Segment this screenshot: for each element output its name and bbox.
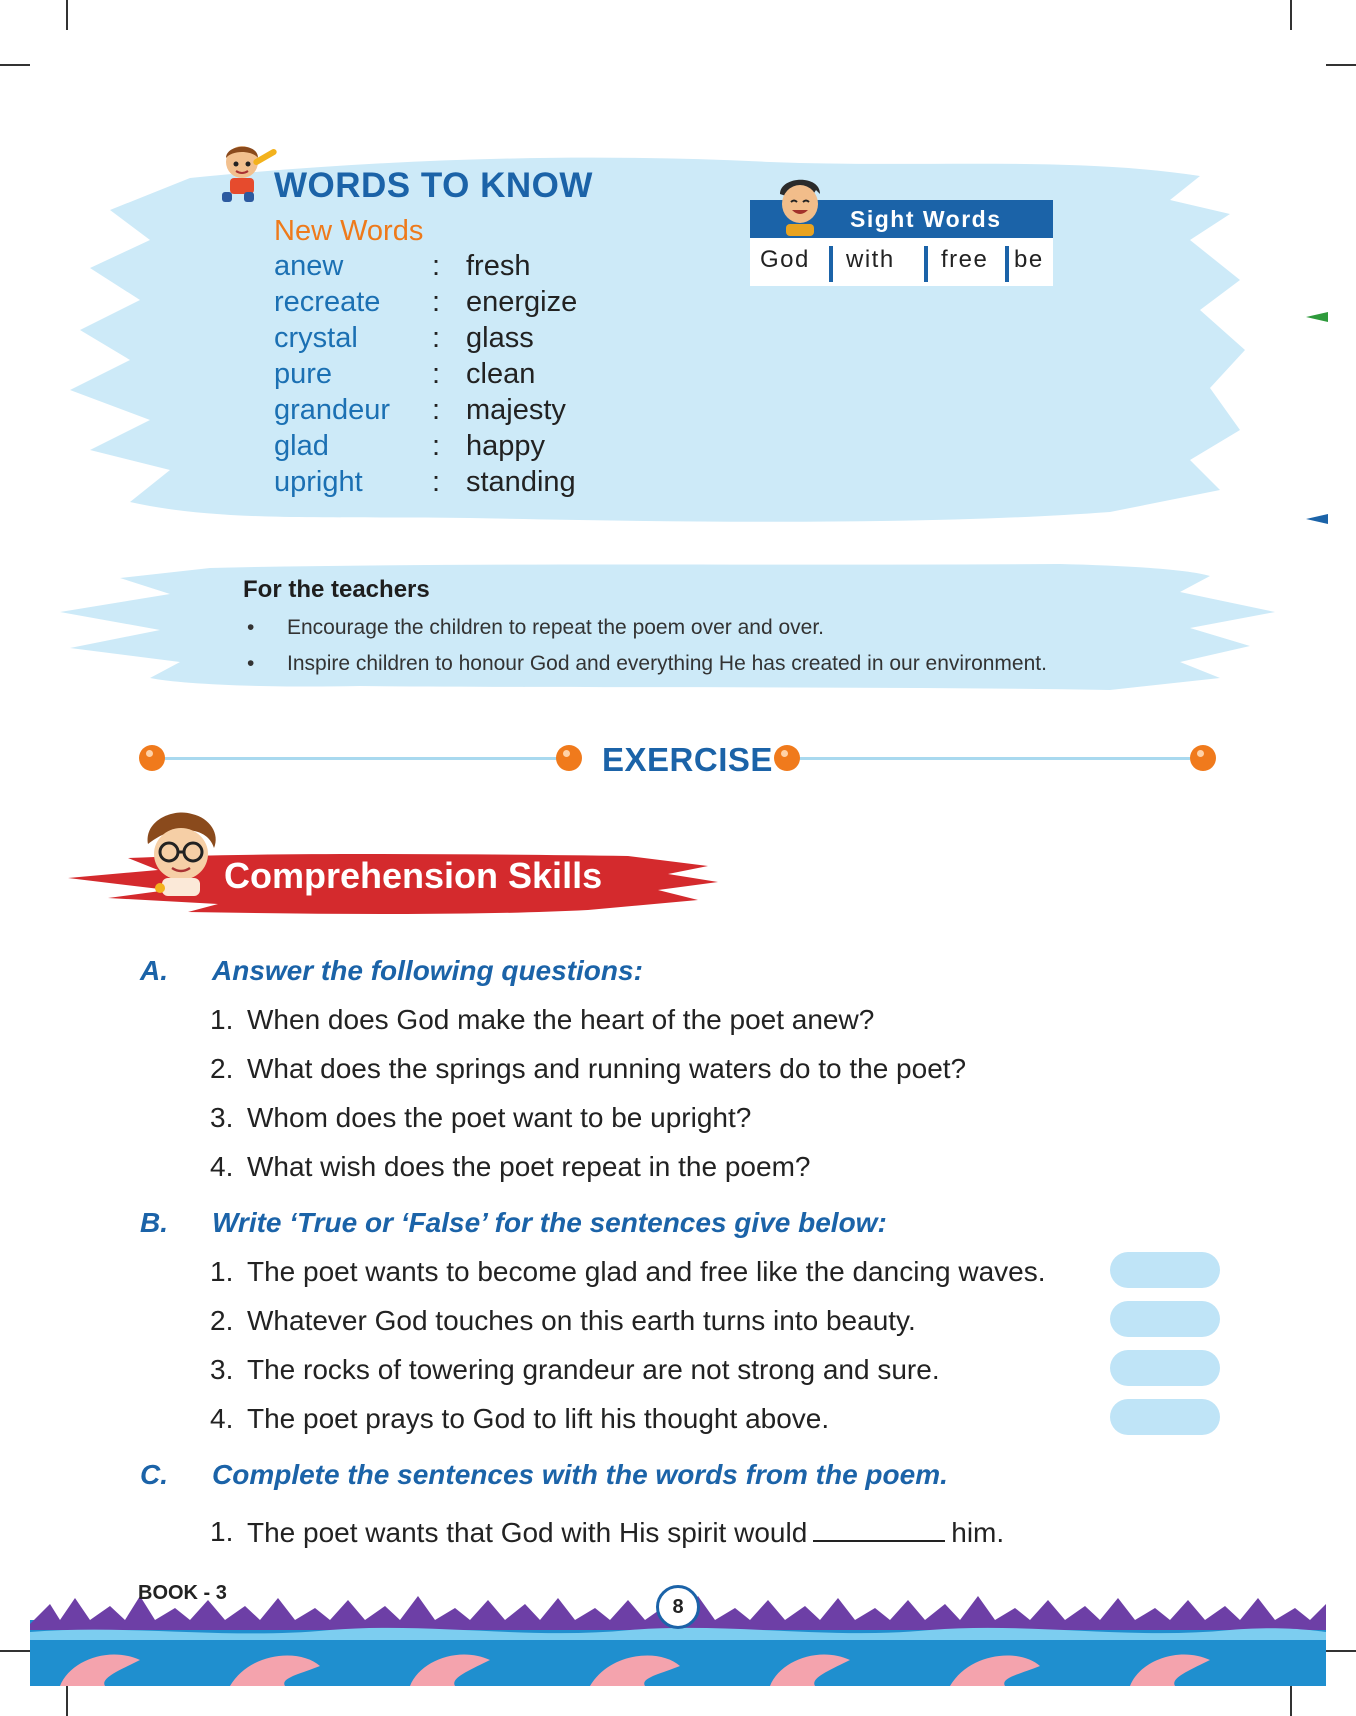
section-a-letter: A.: [140, 955, 168, 986]
boy-face-mascot-icon: [770, 170, 830, 236]
word-meaning: energize: [466, 286, 578, 318]
crop-mark: [66, 0, 68, 30]
teachers-title: For the teachers: [243, 576, 430, 603]
section-b-letter: B.: [140, 1207, 168, 1238]
divider-dot-icon: [139, 745, 165, 771]
question-number: 1.: [210, 1516, 234, 1547]
book-label: BOOK - 3: [138, 1582, 227, 1604]
words-to-know-brush-background: [70, 150, 1250, 528]
sight-word: free: [941, 246, 989, 273]
word: crystal: [274, 322, 358, 354]
teachers-note: Encourage the children to repeat the poem over and over.: [287, 616, 825, 639]
question-text: The poet wants to become glad and free like the dancing waves.: [247, 1256, 1046, 1287]
sight-word: God: [760, 246, 810, 273]
question-text: What wish does the poet repeat in the poem?: [247, 1151, 811, 1182]
word-meaning: standing: [466, 466, 576, 498]
comprehension-title: Comprehension Skills: [224, 855, 603, 896]
word-separator: :: [432, 394, 441, 426]
bullet: •: [247, 616, 255, 639]
true-false-answer-box[interactable]: [1110, 1399, 1220, 1435]
word: pure: [274, 358, 333, 390]
sight-word-divider: [924, 246, 928, 282]
question-number: 1.: [210, 1004, 234, 1035]
word-separator: :: [432, 322, 441, 354]
word: anew: [274, 250, 344, 282]
sentence-end: him.: [951, 1517, 1005, 1548]
section-c-letter: C.: [140, 1459, 168, 1490]
new-words-subtitle: New Words: [274, 215, 424, 247]
crop-mark: [0, 1650, 30, 1652]
sight-word: be: [1014, 246, 1044, 273]
word-meaning: glass: [466, 322, 534, 354]
exercise-title: EXERCISE: [602, 741, 773, 778]
word-separator: :: [432, 358, 441, 390]
teachers-note: Inspire children to honour God and everything He has created in our environment.: [287, 652, 1047, 675]
word-meaning: fresh: [466, 250, 531, 282]
word: upright: [274, 466, 363, 498]
fill-in-sentence: [247, 1516, 1004, 1549]
true-false-answer-box[interactable]: [1110, 1350, 1220, 1386]
question-text: When does God make the heart of the poet anew?: [247, 1004, 875, 1035]
sentence-start: The poet wants that God with His spirit would: [247, 1517, 808, 1548]
true-false-answer-box[interactable]: [1110, 1301, 1220, 1337]
question-number: 2.: [210, 1053, 234, 1084]
crop-mark: [1290, 1686, 1292, 1716]
section-b-title: Write ‘True or ‘False’ for the sentences give below:: [212, 1207, 887, 1238]
sight-words-title: Sight Words: [750, 200, 1053, 238]
boy-mascot-icon: [212, 140, 280, 206]
question-number: 3.: [210, 1102, 234, 1133]
edge-marker-icon: [1306, 512, 1328, 526]
crop-mark: [1326, 1650, 1356, 1652]
word-separator: :: [432, 466, 441, 498]
crop-mark: [1290, 0, 1292, 30]
words-to-know-title: WORDS TO KNOW: [274, 166, 593, 205]
crop-mark: [1326, 64, 1356, 66]
word-meaning: clean: [466, 358, 536, 390]
question-text: The poet prays to God to lift his thought above.: [247, 1403, 830, 1434]
question-text: The rocks of towering grandeur are not strong and sure.: [247, 1354, 940, 1385]
question-text: Whom does the poet want to be upright?: [247, 1102, 752, 1133]
word: grandeur: [274, 394, 391, 426]
word-meaning: happy: [466, 430, 546, 462]
exercise-divider-line: [160, 757, 560, 760]
sight-word: with: [846, 246, 895, 273]
word: recreate: [274, 286, 381, 318]
question-number: 4.: [210, 1403, 234, 1434]
fill-in-blank[interactable]: [813, 1516, 945, 1542]
question-number: 1.: [210, 1256, 234, 1287]
question-number: 2.: [210, 1305, 234, 1336]
word-separator: :: [432, 286, 441, 318]
question-number: 4.: [210, 1151, 234, 1182]
edge-marker-icon: [1306, 310, 1328, 324]
section-a-title: Answer the following questions:: [212, 955, 643, 986]
question-text: Whatever God touches on this earth turns into beauty.: [247, 1305, 916, 1336]
section-c-title: Complete the sentences with the words from the poem.: [212, 1459, 948, 1490]
question-number: 3.: [210, 1354, 234, 1385]
divider-dot-icon: [556, 745, 582, 771]
bullet: •: [247, 652, 255, 675]
true-false-answer-box[interactable]: [1110, 1252, 1220, 1288]
page-number: 8: [656, 1585, 700, 1629]
word-separator: :: [432, 250, 441, 282]
crop-mark: [0, 64, 30, 66]
divider-dot-icon: [774, 745, 800, 771]
sight-word-divider: [1005, 246, 1009, 282]
word-separator: :: [432, 430, 441, 462]
exercise-divider-line: [798, 757, 1190, 760]
question-text: What does the springs and running waters do to the poet?: [247, 1053, 967, 1084]
sight-word-divider: [829, 246, 833, 282]
glasses-kid-mascot-icon: [140, 808, 222, 898]
divider-dot-icon: [1190, 745, 1216, 771]
crop-mark: [66, 1686, 68, 1716]
word: glad: [274, 430, 329, 462]
word-meaning: majesty: [466, 394, 566, 426]
